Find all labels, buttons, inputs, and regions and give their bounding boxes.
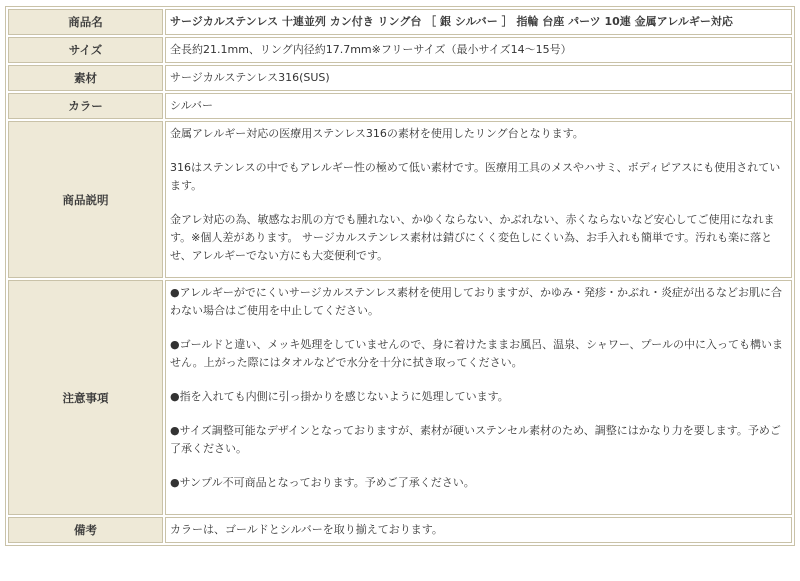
value-notes <box>165 280 792 515</box>
row-material <box>8 65 792 91</box>
value-material: サージカルステンレス316(SUS) <box>165 65 792 91</box>
value-product-name: サージカルステンレス 十連並列 カン付き リング台 ［ 銀 シルバー ］ 指輪 台座 パーツ 10連 金属アレルギー対応 <box>165 9 792 35</box>
label-color: カラー <box>8 93 163 119</box>
note-item: ●アレルギーがでにくいサージカルステンレス素材を使用しておりますが、かゆみ・発疹・かぶれ・炎症が出るなどお肌に合わない場合はご使用を中止してください。 <box>170 286 782 317</box>
note-item: ●指を入れても内側に引っ掛かりを感じないように処理しています。 <box>170 390 509 403</box>
value-description <box>165 121 792 278</box>
row-product-name <box>8 9 792 35</box>
note-item: ●ゴールドと違い、メッキ処理をしていませんので、身に着けたままお風呂、温泉、シャワー、プールの中に入っても構いません。上がった際にはタオルなどで水分を十分に拭き取ってください。 <box>170 338 783 369</box>
row-description <box>8 121 792 278</box>
label-description: 商品説明 <box>8 121 163 278</box>
label-size: サイズ <box>8 37 163 63</box>
value-size: 全長約21.1mm、リング内径約17.7mm※フリーサイズ（最小サイズ14～15号） <box>165 37 792 63</box>
row-color <box>8 93 792 119</box>
label-product-name: 商品名 <box>8 9 163 35</box>
value-color: シルバー <box>165 93 792 119</box>
note-item: ●サイズ調整可能なデザインとなっておりますが、素材が硬いステンセル素材のため、調整にはかなり力を要します。予めご了承ください。 <box>170 424 781 455</box>
product-spec-table <box>5 6 795 546</box>
description-paragraph: 316はステンレスの中でもアレルギー性の極めて低い素材です。医療用工具のメスやハサミ、ボディピアスにも使用されています。 <box>170 161 781 192</box>
row-notes <box>8 280 792 515</box>
row-size <box>8 37 792 63</box>
row-remarks <box>8 517 792 543</box>
note-item: ●サンプル不可商品となっております。予めご了承ください。 <box>170 476 475 489</box>
label-remarks: 備考 <box>8 517 163 543</box>
description-paragraph: 金アレ対応の為、敏感なお肌の方でも腫れない、かゆくならない、かぶれない、赤くならないなど安心してご使用になれます。※個人差があります。 サージカルステンレス素材は錆びにくく変色しにくい為、お手入れも簡単です。汚れも楽に落とせ、アレルギーでない方にも大変便利です。 <box>170 213 775 262</box>
value-remarks: カラーは、ゴールドとシルバーを取り揃えております。 <box>165 517 792 543</box>
description-paragraph: 金属アレルギー対応の医療用ステンレス316の素材を使用したリング台となります。 <box>170 127 584 140</box>
label-material: 素材 <box>8 65 163 91</box>
label-notes: 注意事項 <box>8 280 163 515</box>
